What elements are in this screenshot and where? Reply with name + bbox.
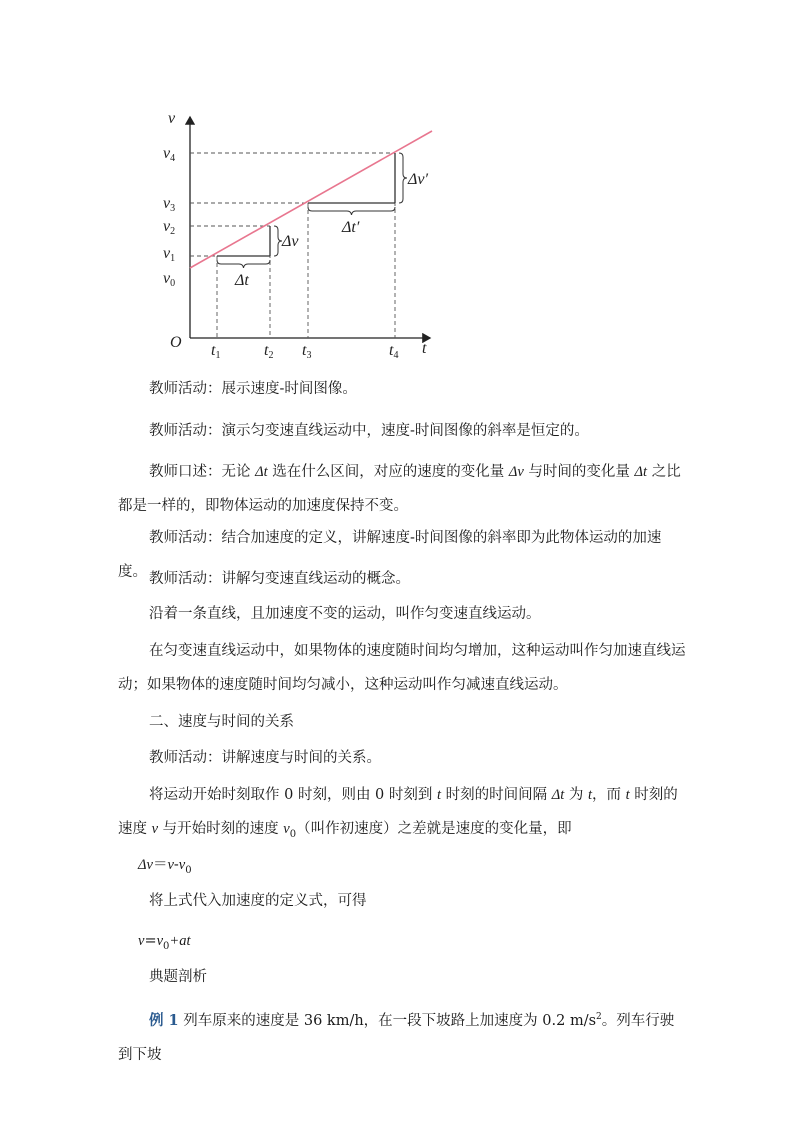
svg-text:t1: t1 [211, 342, 221, 361]
v-axis-label: v [168, 110, 176, 127]
paragraph-8: 教师活动：讲解速度与时间的关系。 [149, 750, 381, 766]
paragraph-9: 将运动开始时刻取作 0 时刻，则由 0 时刻到 t 时刻的时间间隔 Δt 为 t，而 t 时刻的速度 v 与开始时刻的速度 $v_0$（叫作初速度）之差就是速度的变化量，即 [118, 787, 678, 840]
v4-label: v [163, 145, 171, 162]
velocity-time-graph [150, 95, 450, 365]
braces [217, 153, 407, 268]
paragraph-6: 沿着一条直线，且加速度不变的运动，叫作匀变速直线运动。 [149, 606, 541, 622]
t-tick-labels [211, 342, 398, 361]
paragraph-5: 教师活动：讲解匀变速直线运动的概念。 [149, 571, 410, 587]
svg-text:v3: v3 [163, 195, 176, 214]
t3-label: t [302, 342, 307, 359]
paragraph-4: 教师活动：结合加速度的定义，讲解速度-时间图像的斜率即为此物体运动的加速度。 [118, 530, 662, 580]
section-heading: 二、速度与时间的关系 [149, 714, 294, 730]
example-1: 例 1 列车原来的速度是 36 km/h，在一段下坡路上加速度为 0.2 $m/s^2$。列车行驶到下坡 [118, 1011, 675, 1063]
example-label: 例 1 [149, 1011, 179, 1029]
svg-text:t2: t2 [264, 342, 274, 361]
v3-label: v [163, 195, 171, 212]
svg-text:v1: v1 [163, 245, 176, 264]
paragraph-7: 在匀变速直线运动中，如果物体的速度随时间均匀增加，这种运动叫作匀加速直线运动；如果物体的速度随时间均匀减小，这种运动叫作匀减速直线运动。 [118, 643, 686, 693]
paragraph-1: 教师活动：展示速度-时间图像。 [149, 381, 357, 397]
delta-t-label: Δt [235, 272, 249, 289]
t2-label: t [264, 342, 269, 359]
delta-t-prime-label: Δt′ [342, 219, 360, 236]
v1-label: v [163, 245, 171, 262]
v0-label: v [163, 270, 171, 287]
subheading-examples: 典题剖析 [149, 969, 207, 985]
delta-v-label: Δv [282, 233, 299, 250]
svg-text:t3: t3 [302, 342, 312, 361]
v-tick-labels [163, 145, 175, 289]
paragraph-3: 教师口述：无论 Δt 选在什么区间，对应的速度的变化量 Δv 与时间的变化量 Δt 之比都是一样的，即物体运动的加速度保持不变。 [118, 464, 681, 514]
origin-label: O [170, 334, 182, 351]
t4-label: t [389, 342, 394, 359]
paragraph-10: 将上式代入加速度的定义式，可得 [149, 893, 367, 909]
paragraph-2: 教师活动：演示匀变速直线运动中，速度-时间图像的斜率是恒定的。 [149, 423, 589, 439]
svg-text:v0: v0 [163, 270, 176, 289]
svg-text:v2: v2 [163, 218, 176, 237]
v2-label: v [163, 218, 171, 235]
t1-label: t [211, 342, 216, 359]
formula-delta-v: $\Delta v=v-v_0$ [138, 857, 192, 876]
t-axis-label: t [422, 340, 427, 357]
velocity-line [190, 131, 432, 268]
svg-text:v4: v4 [163, 145, 176, 164]
formula-velocity: $v=v_0+at$ [138, 933, 191, 952]
slope-triangles [217, 153, 395, 256]
delta-v-prime-label: Δv′ [408, 171, 428, 188]
svg-text:t4: t4 [389, 342, 399, 361]
